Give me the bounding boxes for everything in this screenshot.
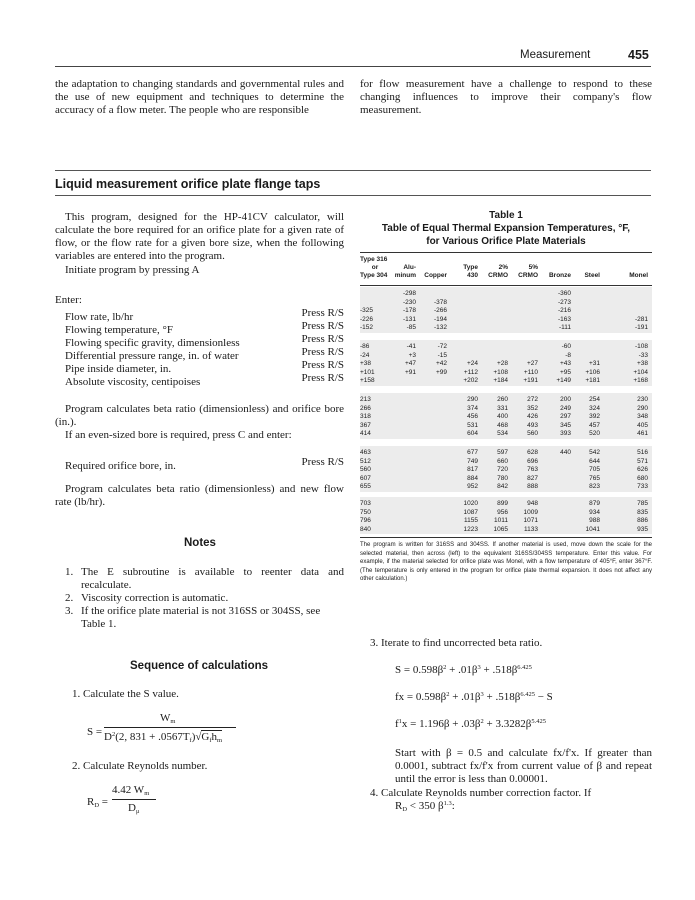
table-cell: 626 — [637, 466, 648, 474]
table-cell: 952 — [467, 483, 478, 491]
table-cell: 827 — [527, 474, 538, 482]
table-cell: 1223 — [463, 525, 478, 533]
table-cell: 956 — [497, 508, 508, 516]
table-cell: +27 — [526, 360, 538, 368]
table-title-line1: Table of Equal Thermal Expansion Temperatures, °F, — [381, 223, 631, 234]
table-cell: 266 — [360, 404, 371, 412]
table-cell: 560 — [360, 466, 371, 474]
table-column-header: Type 316 or Type 304 — [360, 256, 388, 279]
table-cell: +108 — [493, 368, 508, 376]
table-column-header: Type 430 — [463, 264, 478, 279]
table-cell: +38 — [636, 360, 648, 368]
table-cell: +38 — [360, 360, 372, 368]
table-row — [360, 525, 652, 534]
table-cell: 542 — [589, 449, 600, 456]
table-cell: 272 — [527, 396, 538, 403]
orifice-bore-label: Required orifice bore, in. — [65, 460, 176, 472]
s-equation-lhs: S = — [87, 726, 103, 738]
table-cell: 426 — [527, 413, 538, 421]
table-cell: +106 — [585, 368, 600, 376]
section-title: Liquid measurement orifice plate flange taps — [55, 177, 321, 191]
table-cell: 1087 — [463, 508, 478, 516]
s-equation-numerator: $W_m$ — [160, 712, 176, 725]
input-action: Press R/S — [301, 372, 344, 384]
table-cell: 213 — [360, 396, 371, 403]
table-cell: 392 — [589, 413, 600, 421]
even-bore-instruction: If an even-sized bore is required, press C and enter: — [65, 429, 292, 441]
table-cell: +104 — [633, 368, 648, 376]
table-cell: -216 — [557, 307, 571, 315]
table-cell: 796 — [360, 517, 371, 525]
input-action: Press R/S — [301, 320, 344, 332]
program-intro-paragraph: This program, designed for the HP-41CV calculator, will calculate the bore required for an orifice plate for a given rate of flow, or the flow rate for a given bore size, when the following variables are entered into the program. — [55, 211, 344, 262]
table-cell: 1011 — [494, 517, 508, 525]
table-cell: 318 — [360, 413, 371, 421]
table-cell: 660 — [497, 457, 508, 465]
table-cell: 1020 — [463, 500, 478, 507]
table-cell: -24 — [360, 351, 370, 359]
table-cell: 290 — [467, 396, 478, 403]
table-cell: -131 — [402, 315, 416, 323]
sequence-heading: Sequence of calculations — [130, 660, 269, 672]
table-cell: 888 — [527, 483, 538, 491]
table-cell: 1009 — [523, 508, 538, 516]
table-cell: -230 — [402, 298, 416, 306]
table-cell: +42 — [435, 360, 447, 368]
step-2: 2. Calculate Reynolds number. — [72, 760, 208, 772]
table-cell: 886 — [637, 517, 648, 525]
table-label: Table 1 — [489, 210, 523, 221]
table-cell: +158 — [360, 377, 375, 385]
table-cell: 367 — [360, 421, 371, 429]
table-cell: 934 — [589, 508, 600, 516]
table-column-header: Steel — [584, 272, 600, 279]
table-cell: 765 — [589, 474, 600, 482]
table-cell: +91 — [404, 368, 416, 376]
step-1: 1. Calculate the S value. — [72, 688, 179, 700]
equation-s-beta: $S = 0.598\beta^2 + .01\beta^3 + .518\beta^{6.425}$ — [395, 664, 532, 676]
input-label: Flow rate, lb/hr — [65, 311, 134, 323]
table-cell: +202 — [463, 377, 478, 385]
table-cell: -273 — [557, 298, 571, 306]
table-cell: 463 — [360, 449, 371, 456]
table-cell: 655 — [360, 483, 371, 491]
reynolds-equation-lhs: $R_D$ = — [87, 796, 109, 809]
table-cell: 374 — [467, 404, 478, 412]
table-cell: 842 — [497, 483, 508, 491]
table-cell: 230 — [637, 396, 648, 403]
table-cell: 720 — [497, 466, 508, 474]
table-cell: -60 — [561, 343, 571, 350]
table-cell: -378 — [433, 298, 447, 306]
table-cell: 260 — [497, 396, 508, 403]
table-cell: -281 — [634, 315, 648, 323]
table-cell: 607 — [360, 474, 371, 482]
table-cell: 823 — [589, 483, 600, 491]
table-row — [360, 429, 652, 438]
table-column-header: Alu- minum — [394, 264, 416, 279]
table-column-header: 2% CRMO — [488, 264, 508, 279]
page-number: 455 — [628, 48, 649, 62]
table-cell: +47 — [404, 360, 416, 368]
table-cell: -8 — [565, 351, 571, 359]
table-column-header: Monel — [629, 272, 648, 279]
reynolds-equation-denominator: $D_\mu$ — [128, 802, 140, 815]
table-cell: 516 — [637, 449, 648, 456]
table-footnote: The program is written for 316SS and 304SS. If another material is used, move down the scale for the selected material, then across (left) to the equivalent 316SS/304SS temperature. Enter this value. For example, if the material selected for orifice plate was Monel, with a flow temperature of 405°F, enter 367°F. (The temperature is only entered in the program for orifice plate thermal expansion. It does not affect any other calculation.) — [360, 542, 652, 583]
table-column-header: 5% CRMO — [518, 264, 538, 279]
input-action: Press R/S — [301, 333, 344, 345]
table-cell: 456 — [467, 413, 478, 421]
beta-ratio-paragraph: Program calculates beta ratio (dimensionless) and orifice bore (in.). — [55, 403, 344, 428]
table-cell: 290 — [637, 404, 648, 412]
table-cell: 597 — [497, 449, 508, 456]
input-action: Press R/S — [301, 307, 344, 319]
table-cell: 696 — [527, 457, 538, 465]
table-cell: 440 — [560, 449, 571, 456]
table-cell: 677 — [467, 449, 478, 456]
table-row — [360, 376, 652, 385]
table-cell: 899 — [497, 500, 508, 507]
table-cell: 571 — [637, 457, 648, 465]
table-cell: 457 — [589, 421, 600, 429]
step-4-condition: $R_D < 350$ $\beta^{1.3}$: — [395, 800, 455, 813]
table-cell: 560 — [527, 430, 538, 438]
input-action: Press R/S — [301, 346, 344, 358]
table-cell: -226 — [360, 315, 374, 323]
intro-left-paragraph: the adaptation to changing standards and governmental rules and the use of new equipment and techniques to determine the accuracy of a flow meter. The people who are responsible — [55, 78, 344, 116]
table-title-line2: for Various Orifice Plate Materials — [426, 236, 586, 247]
table-cell: -132 — [433, 324, 447, 332]
running-header-section: Measurement — [520, 49, 591, 61]
note-number: 2. — [65, 592, 74, 604]
table-cell: 493 — [527, 421, 538, 429]
table-cell: 1133 — [524, 525, 538, 533]
table-cell: 840 — [360, 525, 371, 533]
table-cell: 780 — [497, 474, 508, 482]
equation-fprime-x: $f^1x = 1.196\beta + .03\beta^2 + 3.3282\beta^{5.425}$ — [395, 718, 546, 730]
input-action: Press R/S — [301, 359, 344, 371]
table-cell: 331 — [497, 404, 508, 412]
note-text: The E subroutine is available to reenter data and recalculate. — [81, 566, 344, 591]
notes-heading: Notes — [184, 537, 216, 549]
table-cell: 703 — [360, 500, 371, 507]
table-row — [360, 323, 652, 332]
intro-right-paragraph: for flow measurement have a challenge to respond to these changing influences to improve their company's flow measurement. — [360, 78, 652, 116]
note-number: 3. — [65, 605, 74, 617]
table-cell: -152 — [360, 324, 374, 332]
table-cell: 405 — [637, 421, 648, 429]
note-text: Viscosity correction is automatic. — [81, 592, 229, 604]
note-number: 1. — [65, 566, 74, 578]
table-row — [360, 482, 652, 491]
table-cell: 249 — [560, 404, 571, 412]
table-cell: +149 — [556, 377, 571, 385]
enter-label: Enter: — [55, 294, 82, 306]
table-cell: -194 — [433, 315, 447, 323]
table-cell: +112 — [463, 368, 478, 376]
table-cell: 520 — [589, 430, 600, 438]
table-cell: +184 — [493, 377, 508, 385]
iteration-paragraph: Start with β = 0.5 and calculate fx/f'x. If greater than 0.0001, subtract fx/f'x from current value of β and repeat until the error is less than 0.00001. — [395, 747, 652, 785]
input-label: Pipe inside diameter, in. — [65, 363, 172, 375]
table-cell: -15 — [437, 351, 447, 359]
table-cell: 324 — [589, 404, 600, 412]
table-cell: +28 — [496, 360, 508, 368]
table-cell: -72 — [437, 343, 447, 350]
table-cell: +181 — [585, 377, 600, 385]
table-cell: -85 — [406, 324, 416, 332]
table-cell: +24 — [466, 360, 478, 368]
table-cell: 733 — [637, 483, 648, 491]
table-cell: 628 — [527, 449, 538, 456]
table-cell: +101 — [360, 368, 375, 376]
table-cell: -163 — [557, 315, 571, 323]
reynolds-equation-numerator: 4.42 $W_m$ — [112, 784, 150, 797]
table-cell: 393 — [560, 430, 571, 438]
table-cell: 785 — [637, 500, 648, 507]
table-cell: 879 — [589, 500, 600, 507]
table-cell: -33 — [638, 351, 648, 359]
table-cell: 200 — [560, 396, 571, 403]
table-cell: -298 — [402, 290, 416, 297]
table-cell: 749 — [467, 457, 478, 465]
input-label: Flowing temperature, °F — [65, 324, 173, 336]
table-cell: 512 — [360, 457, 371, 465]
table-cell: 750 — [360, 508, 371, 516]
table-column-header: Copper — [424, 272, 447, 279]
table-cell: 254 — [589, 396, 600, 403]
new-flow-paragraph: Program calculates beta ratio (dimensionless) and new flow rate (lb/hr). — [55, 483, 344, 508]
table-cell: 1041 — [585, 525, 600, 533]
input-label: Flowing specific gravity, dimensionless — [65, 337, 240, 349]
table-cell: 604 — [467, 430, 478, 438]
table-cell: -191 — [634, 324, 648, 332]
table-cell: -266 — [433, 307, 447, 315]
table-cell: 1065 — [493, 525, 508, 533]
table-cell: +95 — [559, 368, 571, 376]
table-cell: -111 — [558, 324, 571, 332]
table-cell: 297 — [560, 413, 571, 421]
table-cell: 400 — [497, 413, 508, 421]
table-cell: +168 — [633, 377, 648, 385]
table-cell: 531 — [467, 421, 478, 429]
table-cell: +110 — [523, 368, 538, 376]
table-cell: 534 — [497, 430, 508, 438]
table-cell: 414 — [360, 430, 371, 438]
table-cell: -178 — [402, 307, 416, 315]
s-equation-denominator: $D^2(2$, $831 + .0567T_f)√G_fh_m$ — [104, 731, 223, 744]
note-text: If the orifice plate material is not 316SS or 304SS, see Table 1. — [81, 605, 321, 630]
table-bottom-rule — [360, 537, 652, 538]
table-cell: 835 — [637, 508, 648, 516]
table-cell: 763 — [527, 466, 538, 474]
table-cell: 644 — [589, 457, 600, 465]
table-cell: 345 — [560, 421, 571, 429]
table-cell: +191 — [523, 377, 538, 385]
equation-fx: fx = $0.598\beta^2 + .01\beta^3 + .518\beta^{6.425} - S$ — [395, 691, 553, 703]
table-cell: 948 — [527, 500, 538, 507]
table-cell: -41 — [406, 343, 416, 350]
initiate-instruction: Initiate program by pressing A — [65, 264, 200, 276]
table-cell: 348 — [637, 413, 648, 421]
table-cell: 1071 — [523, 517, 538, 525]
table-cell: 1155 — [464, 517, 478, 525]
table-cell: -325 — [360, 307, 374, 315]
table-cell: 705 — [589, 466, 600, 474]
table-column-header: Bronze — [548, 272, 571, 279]
table-cell: 988 — [589, 517, 600, 525]
table-cell: 680 — [637, 474, 648, 482]
table-cell: +3 — [408, 351, 416, 359]
table-cell: 352 — [527, 404, 538, 412]
table-cell: +43 — [559, 360, 571, 368]
input-label: Absolute viscosity, centipoises — [65, 376, 201, 388]
table-cell: 884 — [467, 474, 478, 482]
orifice-bore-action: Press R/S — [301, 456, 344, 468]
step-3: 3. Iterate to find uncorrected beta ratio. — [370, 637, 543, 649]
table-cell: 935 — [637, 525, 648, 533]
input-label: Differential pressure range, in. of water — [65, 350, 239, 362]
table-cell: 817 — [467, 466, 478, 474]
table-cell: +31 — [588, 360, 600, 368]
table-cell: -360 — [557, 290, 571, 297]
table-cell: 461 — [637, 430, 648, 438]
table-cell: +99 — [435, 368, 447, 376]
table-cell: -108 — [634, 343, 648, 350]
table-cell: -86 — [360, 343, 370, 350]
table-cell: 468 — [497, 421, 508, 429]
step-4: 4. Calculate Reynolds number correction factor. If — [370, 787, 592, 799]
